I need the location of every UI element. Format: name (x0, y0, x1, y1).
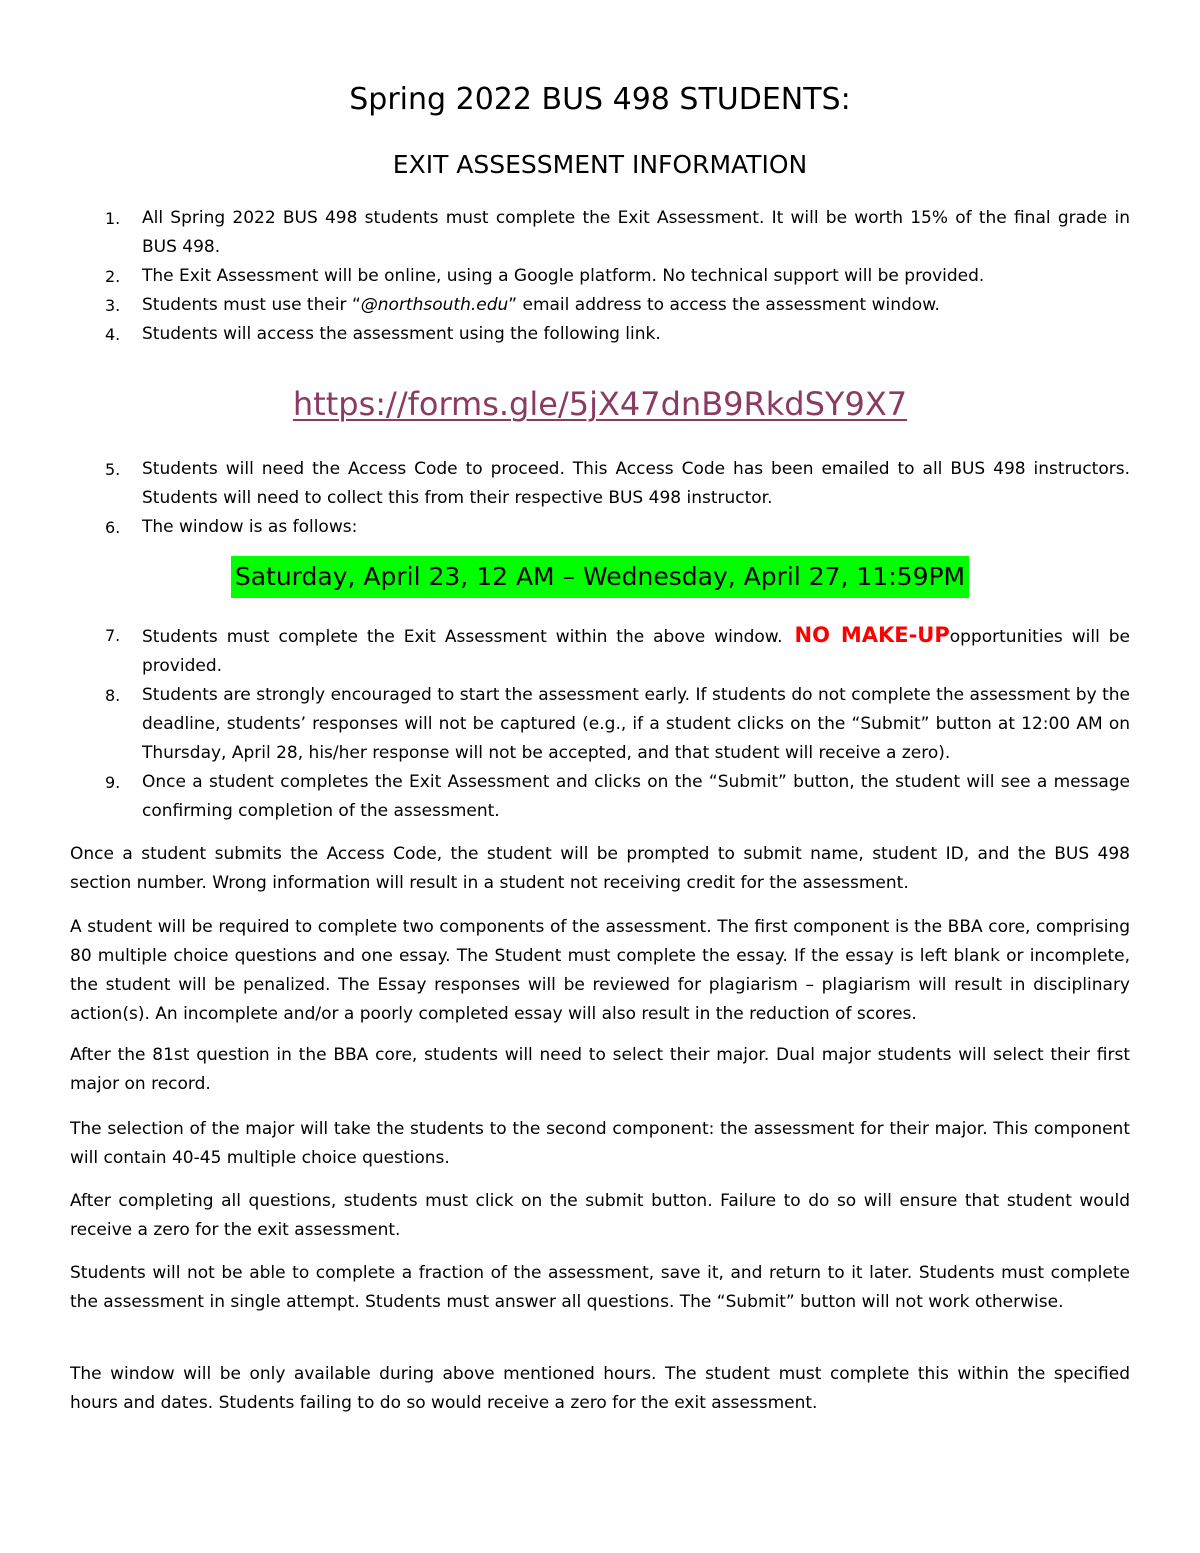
list-item (0, 291, 1200, 320)
list-number: 4. (105, 325, 121, 344)
paragraph-major-selection: After the 81st question in the BBA core, students will need to select their major. Dual major students will select their first major on record. (70, 1045, 1130, 1094)
paragraph-second-component: The selection of the major will take the students to the second component: the assessment for their major. This component will contain 40-45 multiple choice questions. (70, 1119, 1130, 1168)
list-number: 7. (105, 626, 121, 645)
instructions-list-3 (0, 621, 1200, 826)
list-number: 3. (105, 296, 121, 315)
list-text-suffix: opportunities will be provided. (142, 627, 1130, 676)
list-number: 6. (105, 518, 121, 537)
no-makeup-emphasis: NO MAKE-UP (794, 623, 950, 647)
list-number: 5. (105, 460, 121, 479)
list-text: Students will access the assessment using the following link. (142, 324, 661, 344)
list-number: 8. (105, 686, 121, 705)
email-domain: @northsouth.edu (360, 295, 509, 315)
list-text-prefix: Students must use their “ (142, 295, 361, 315)
list-text: Once a student completes the Exit Assessment and clicks on the “Submit” button, the student will see a message confirming completion of the assessment. (142, 772, 1130, 821)
list-text: The Exit Assessment will be online, using a Google platform. No technical support will be provided. (142, 266, 985, 286)
list-item (0, 768, 1200, 826)
list-number: 9. (105, 773, 121, 792)
list-item (0, 513, 1200, 542)
assessment-window (0, 556, 1200, 598)
list-text: All Spring 2022 BUS 498 students must complete the Exit Assessment. It will be worth 15% of the final grade in BUS 498. (142, 208, 1130, 257)
list-text-prefix: Students must complete the Exit Assessment within the above window. (142, 627, 783, 647)
list-text: The window is as follows: (142, 517, 358, 537)
paragraph-single-attempt: Students will not be able to complete a fraction of the assessment, save it, and return to it later. Students must complete the assessment in single attempt. Students must answer all questions. The “Submit” button will not work otherwise. (70, 1263, 1130, 1312)
paragraph-components: A student will be required to complete two components of the assessment. The first component is the BBA core, comprising 80 multiple choice questions and one essay. The Student must complete the essay. If the essay is left blank or incomplete, the student will be penalized. The Essay responses will be reviewed for plagiarism – plagiarism will result in disciplinary action(s). An incomplete and/or a poorly completed essay will also result in the reduction of scores. (70, 917, 1130, 1024)
list-text: Students will need the Access Code to proceed. This Access Code has been emailed to all BUS 498 instructors. Students will need to collect this from their respective BUS 498 instructor. (142, 459, 1130, 508)
list-item (0, 262, 1200, 291)
paragraph-window-hours: The window will be only available during above mentioned hours. The student must complete this within the specified hours and dates. Students failing to do so would receive a zero for the exit assessment. (70, 1364, 1130, 1413)
list-item (0, 455, 1200, 513)
list-number: 1. (105, 209, 121, 228)
paragraph-access-code: Once a student submits the Access Code, the student will be prompted to submit name, student ID, and the BUS 498 section number. Wrong information will result in a student not receiving credit for the assessment. (70, 844, 1130, 893)
list-text: Students are strongly encouraged to start the assessment early. If students do not complete the assessment by the deadline, students’ responses will not be captured (e.g., if a student clicks on the “Submit” button at 12:00 AM on Thursday, April 28, his/her response will not be accepted, and that student will receive a zero). (142, 685, 1130, 763)
instructions-list-2 (0, 455, 1200, 542)
page-subtitle: EXIT ASSESSMENT INFORMATION (392, 150, 808, 179)
assessment-link[interactable]: https://forms.gle/5jX47dnB9RkdSY9X7 (292, 385, 908, 423)
paragraph-submit: After completing all questions, students must click on the submit button. Failure to do so will ensure that student would receive a zero for the exit assessment. (70, 1191, 1130, 1240)
list-item (0, 681, 1200, 768)
assessment-link-line (0, 379, 1200, 429)
page-title: Spring 2022 BUS 498 STUDENTS: (349, 82, 851, 117)
list-item (0, 320, 1200, 349)
assessment-window-highlight: Saturday, April 23, 12 AM – Wednesday, April 27, 11:59PM (231, 556, 969, 598)
list-number: 2. (105, 267, 121, 286)
list-text-suffix: ” email address to access the assessment window. (508, 295, 940, 315)
instructions-list-1 (0, 204, 1200, 349)
list-item (0, 204, 1200, 262)
list-item (0, 621, 1200, 681)
